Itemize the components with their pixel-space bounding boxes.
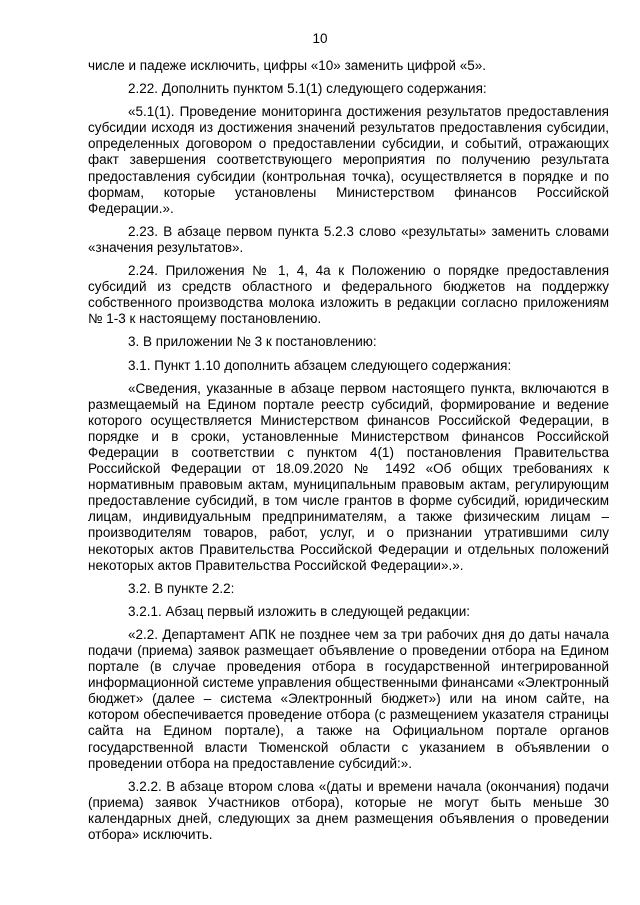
paragraph-3-2-1: 3.2.1. Абзац первый изложить в следующей редакции: xyxy=(128,603,470,619)
paragraph-5-1-1-text: «5.1(1). Проведение мониторинга достижения результатов предоставления субсидии исходя из достижения значений результатов предоставления субсидии, определенных договором о предоставлении субсидии, и событий, отражающих факт завершения соответствующего мероприятия по получению результата предоставления субсидии (контрольная точка), осуществляется в порядке и по формам, которые установлены Министерством финансов Российской Федерации.». xyxy=(88,104,609,216)
paragraph-2-24: 2.24. Приложения № 1, 4, 4а к Положению о порядке предоставления субсидий из средств областного и федерального бюджетов на поддержку собственного производства молока изложить в редакции согласно приложениям № 1-3 к настоящему постановлению. xyxy=(88,263,609,327)
paragraph-2-22: 2.22. Дополнить пунктом 5.1(1) следующего содержания: xyxy=(128,81,487,97)
paragraph-3-1: 3.1. Пункт 1.10 дополнить абзацем следующего содержания: xyxy=(128,357,512,373)
paragraph-2-2-text: «2.2. Департамент АПК не позднее чем за три рабочих дня до даты начала подачи (приема) заявок размещает объявление о проведении отбора на Едином портале (в случае проведения отбора в государственной интегрированной информационной системе управления общественными финансами «Электронный бюджет» (далее – система «Электронный бюджет») или на ином сайте, на котором обеспечивается проведение отбора (с размещением указателя страницы сайта на Едином портале), а также на Официальном портале органов государственной власти Тюменской области с указанием в объявлении о проведении отбора на предоставление субсидий:». xyxy=(88,626,609,771)
paragraph-3-2: 3.2. В пункте 2.2: xyxy=(128,580,235,596)
paragraph-continuation: числе и падеже исключить, цифры «10» заменить цифрой «5». xyxy=(88,58,486,73)
paragraph-3-2-2: 3.2.2. В абзаце втором слова «(даты и времени начала (окончания) подачи (приема) заявок Участников отбора), которые не могут быть меньше 30 календарных дней, следующих за днем размещения объявления о проведении отбора» исключить. xyxy=(88,778,609,843)
paragraph-3: 3. В приложении № 3 к постановлению: xyxy=(128,334,377,350)
paragraph-3-1-text: «Сведения, указанные в абзаце первом настоящего пункта, включаются в размещаемый на Едином портале реестр субсидий, формирование и ведение которого осуществляется Министерством финансов Российской Федерации, в порядке и в сроки, установленные Министерством финансов Российской Федерации в соответствии с пунктом 4(1) постановления Правительства Российской Федерации от 18.09.2020 № 1492 «Об общих требованиях к нормативным правовым актам, муниципальным правовым актам, регулирующим предоставление субсидий, в том числе грантов в форме субсидий, юридическим лицам, индивидуальным предпринимателям, а также физическим лицам – производителям товаров, работ, услуг, и о признании утратившими силу некоторых актов Правительства Российской Федерации и отдельных положений некоторых актов Правительства Российской Федерации».». xyxy=(88,380,609,573)
paragraph-2-23: 2.23. В абзаце первом пункта 5.2.3 слово «результаты» заменить словами «значения результатов». xyxy=(88,223,609,255)
page-number: 10 xyxy=(312,31,328,46)
document-body xyxy=(88,58,609,850)
